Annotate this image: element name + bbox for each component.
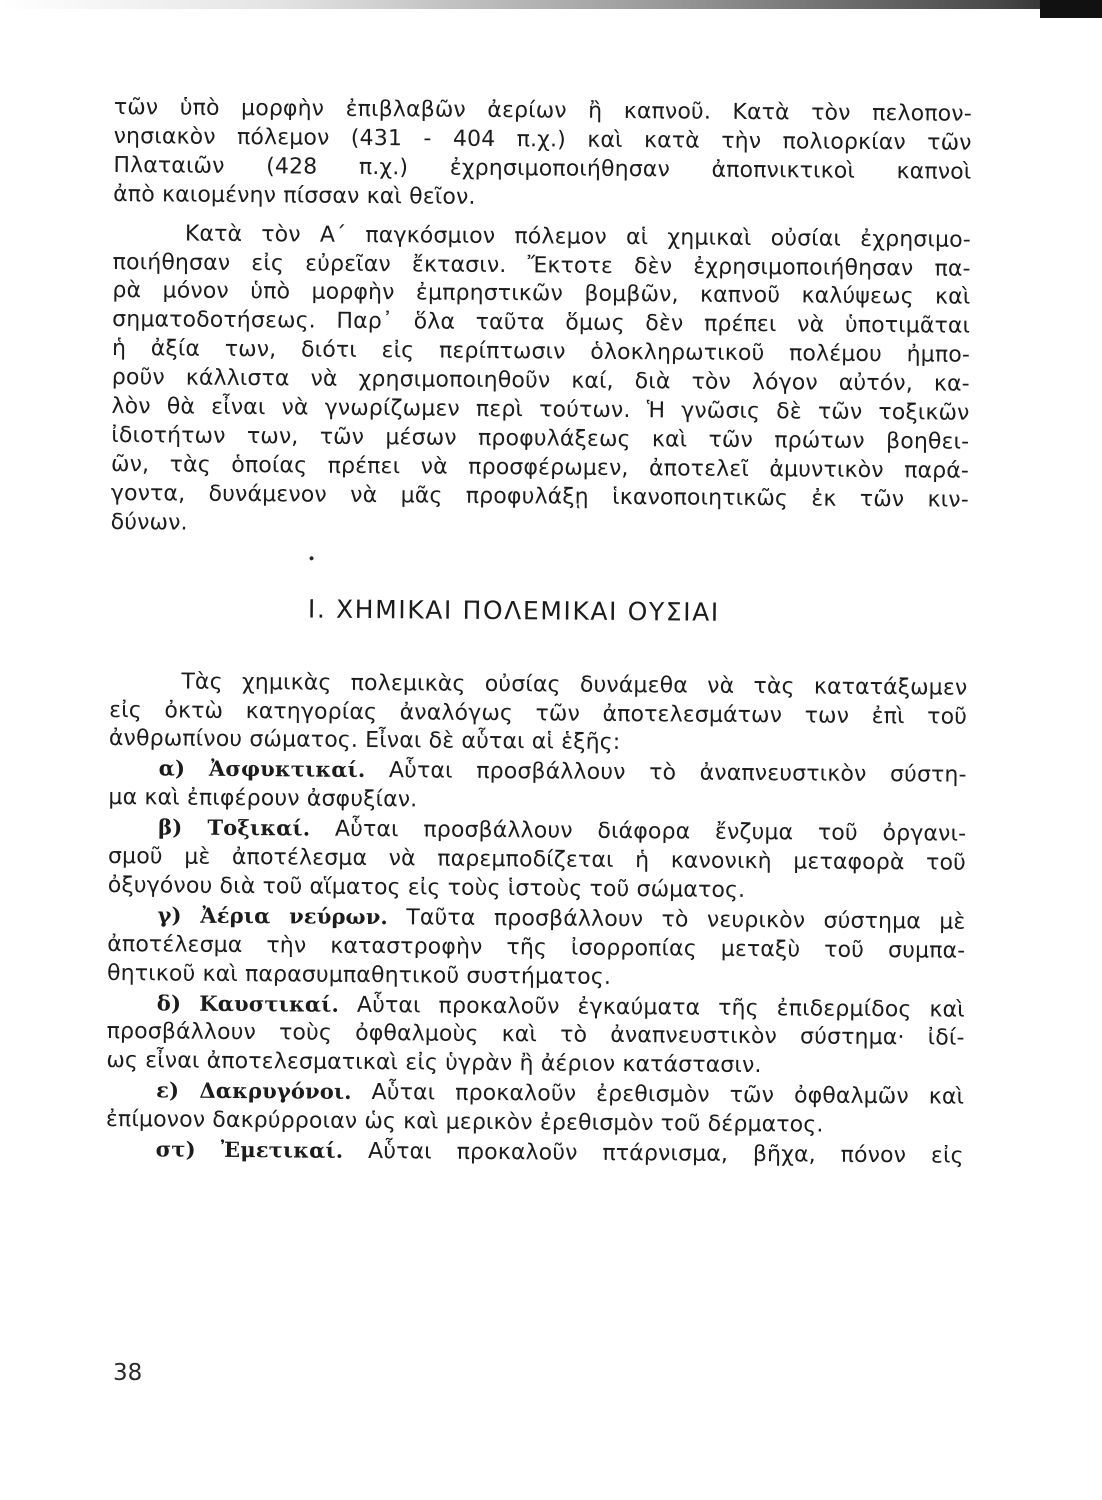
book-page [104,94,972,1401]
text-line: ποιήθησαν εἰς εὐρεῖαν ἔκτασιν. Ἔκτοτε δὲν ἐχρησιμοποιήθησαν πα- [112,249,971,282]
scan-edge-shadow [0,0,1102,9]
text-line: Πλαταιῶν (428 π.χ.) ἐχρησιμοποιήθησαν ἀποπνικτικοὶ καπνοὶ [113,152,972,185]
page-number: 38 [113,1360,143,1386]
category-item [106,1135,964,1172]
category-text: Αὗται προκαλοῦν πτάρνισμα, βῆχα, πόνον εἰς [367,1139,964,1169]
second-paragraph [111,220,971,545]
category-text: Αὗται προσβάλλουν τὸ ἀναπνευστικὸν σύστη- [388,758,967,789]
text-line: Κατὰ τὸν Α΄ παγκόσμιον πόλεμον αἱ χημικαὶ οὐσίαι ἐχρησιμο- [184,221,971,253]
text-line: Τὰς χημικὰς πολεμικὰς οὐσίας δυνάμεθα νὰ τὰς κατατάξωμεν [181,669,968,701]
category-label: β) Τοξικαί. [158,814,311,841]
text-line: δύνων. [110,509,188,536]
text-line: ροῦν κάλλιστα νὰ χρησιμοποιηθοῦν καί, διὰ τὸν λόγον αὐτόν, κα- [111,365,970,397]
text-line: γοντα, δυνάμενον νὰ μᾶς προφυλάξῃ ἱκανοποιητικῶς ἐκ τῶν κιν- [110,480,969,513]
scan-corner-shadow [1040,0,1102,18]
text-line: τῶν ὑπὸ μορφὴν ἐπιβλαβῶν ἀερίων ἢ καπνοῦ. Κατὰ τὸν πελοπον- [113,94,972,127]
text-line: ἀνθρωπίνου σώματος. Εἶναι δὲ αὗται αἱ ἑξῆς: [108,726,621,756]
section-intro [109,668,968,761]
category-text: Αὗται προσβάλλουν διάφορα ἔνζυμα τοῦ ὀργανι- [334,816,967,847]
category-label: ε) Δακρυγόνοι. [156,1077,352,1105]
text-line: ως εἶναι ἀποτελεσματικαὶ εἰς ὑγρὰν ἢ ἀέριον κατάστασιν. [106,1048,762,1079]
category-item [108,813,967,907]
text-line: ἀπὸ καιομένην πίσσαν καὶ θεῖον. [113,181,476,210]
stray-ink-mark: • [307,551,316,568]
category-item [106,989,965,1083]
intro-paragraph [113,94,972,216]
text-line: ἀποτέλεσμα τὴν καταστροφὴν τῆς ἰσορροπίας μεταξὺ τοῦ συμπα- [107,931,966,964]
text-line [106,1135,964,1172]
category-item [108,754,966,820]
category-text: Αὗται προκαλοῦν ἐρεθισμὸν τῶν ὀφθαλμῶν καὶ [371,1080,965,1110]
category-label: γ) Ἀέρια νεύρων. [157,902,389,930]
text-line: νησιακὸν πόλεμον (431 - 404 π.χ.) καὶ κατὰ τὴν πολιορκίαν τῶν [113,123,972,156]
text-line: ρὰ μόνον ὑπὸ μορφὴν ἐμπρηστικῶν βομβῶν, καπνοῦ καλύψεως καὶ [112,278,971,311]
text-line: ῶν, τὰς ὁποίας πρέπει νὰ προσφέρωμεν, ἀποτελεῖ ἀμυντικὸν παρά- [110,451,970,484]
text-line: λὸν θὰ εἶναι νὰ γνωρίζωμεν περὶ τούτων. Ἡ γνῶσις δὲ τῶν τοξικῶν [111,394,970,426]
text-line: ὀξυγόνου διὰ τοῦ αἵματος εἰς τοὺς ἱστοὺς τοῦ σώματος. [107,872,746,903]
category-item [107,901,966,995]
category-text: Αὗται προκαλοῦν ἐγκαύματα τῆς ἐπιδερμίδος καὶ [356,992,965,1023]
category-item [106,1076,964,1142]
text-line: εἰς ὀκτὼ κατηγορίας ἀναλόγως τῶν ἀποτελεσμάτων των ἐπὶ τοῦ [109,697,968,730]
category-label: δ) Καυστικαί. [156,989,340,1017]
text-line: σηματοδοτήσεως. Παρ᾽ ὅλα ταῦτα ὅμως δὲν πρέπει νὰ ὑποτιμᾶται [112,307,971,340]
text-line: προσβάλλουν τοὺς ὀφθαλμοὺς καὶ τὸ ἀναπνευστικὸν σύστημα· ἰδί- [106,1019,965,1052]
category-text: Ταῦτα προσβάλλουν τὸ νευρικὸν σύστημα μὲ [406,905,966,935]
text-line: ἐπίμονον δακρύρροιαν ὡς καὶ μερικὸν ἐρεθισμὸν τοῦ δέρματος. [105,1107,824,1138]
text-line: μα καὶ ἐπιφέρουν ἀσφυξίαν. [108,785,418,813]
text-line: ἡ ἀξία των, διότι εἰς περίπτωσιν ὁλοκληρωτικοῦ πολέμου ἠμπο- [111,336,971,368]
section-heading: Ι. ΧΗΜΙΚΑΙ ΠΟΛΕΜΙΚΑΙ ΟΥΣΙΑΙ [307,594,720,627]
text-line: σμοῦ μὲ ἀποτέλεσμα νὰ παρεμποδίζεται ἡ κανονικὴ μεταφορὰ τοῦ [107,844,967,876]
category-list [106,754,967,1171]
category-label: στ) Ἐμετικαί. [155,1136,344,1163]
text-line: θητικοῦ καὶ παρασυμπαθητικοῦ συστήματος. [106,960,612,990]
category-label: α) Ἀσφυκτικαί. [158,755,366,783]
text-line: ἰδιοτήτων των, τῶν μέσων προφυλάξεως καὶ τῶν πρώτων βοηθει- [111,422,970,455]
